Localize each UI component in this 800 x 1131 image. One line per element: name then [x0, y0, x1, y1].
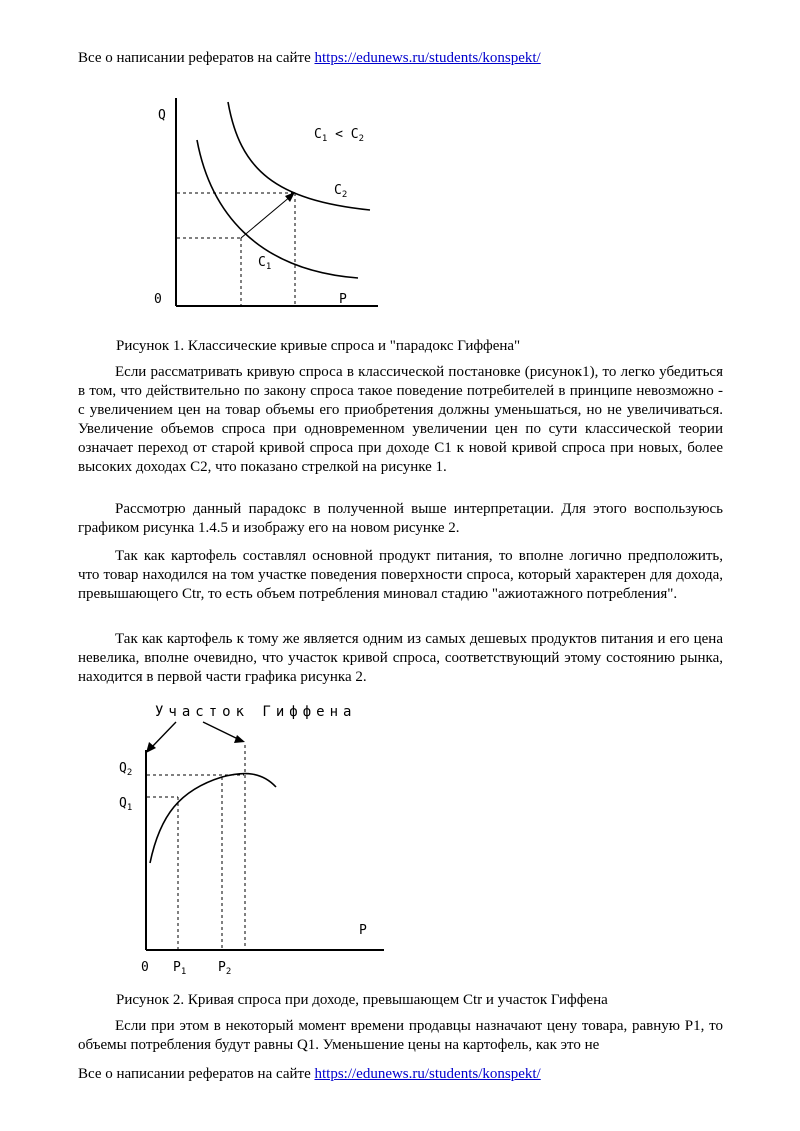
- fig1-label-p: P: [339, 292, 347, 307]
- fig1-curve-c1: [197, 140, 358, 278]
- figure-1-chart: [0, 90, 800, 320]
- fig2-label-p2: $P_2$: [218, 960, 232, 977]
- fig2-label-q1: $Q_1$: [119, 796, 133, 813]
- header-link[interactable]: https://edunews.ru/students/konspekt/: [314, 50, 541, 66]
- fig1-label-inequality: $C_1 < C_2$: [314, 127, 364, 144]
- fig2-demand-curve: [150, 774, 276, 863]
- fig1-curve-c2: [228, 102, 370, 210]
- fig1-label-c1: $C_1$: [258, 255, 272, 272]
- fig2-arrow-left-line: [150, 722, 176, 749]
- figure-1-caption: Рисунок 1. Классические кривые спроса и "парадокс Гиффена": [116, 338, 521, 354]
- fig2-label-p1: $P_1$: [173, 960, 187, 977]
- fig2-arrow-right-head: [234, 735, 245, 743]
- header-text: Все о написании рефератов на сайте: [78, 50, 315, 66]
- fig2-title: Участок Гиффена: [155, 704, 357, 720]
- fig2-label-zero: 0: [141, 960, 149, 975]
- page-footer: [78, 1065, 541, 1083]
- paragraph-1: Если рассматривать кривую спроса в классической постановке (рисунок1), то легко убедиться в том, что действительно по закону спроса такое поведение потребителей в принципе невозможно - с увеличением цен на товар объемы его приобретения должны уменьшаться, но не увеличиваться. Увеличение объемов спроса при одновременном увеличении цен по сути классической теории означает переход от старой кривой спроса при доходе С1 к новой кривой спроса при новых, более высоких доходах С2, что показано стрелкой на рисунке 1.: [78, 364, 723, 475]
- fig2-label-p: P: [359, 923, 367, 938]
- fig2-label-q2: $Q_2$: [119, 761, 133, 778]
- page-header: [78, 49, 541, 67]
- fig1-arrow-line: [241, 196, 291, 238]
- paragraph-4: Так как картофель к тому же является одним из самых дешевых продуктов питания и его цена невелика, вполне очевидно, что участок кривой спроса, соответствующий этому состоянию рынка, находится в первой части графика рисунка 2.: [78, 631, 723, 685]
- paragraph-5: Если при этом в некоторый момент времени продавцы назначают цену товара, равную Р1, то объемы потребления будут равны Q1. Уменьшение цены на картофель, как это не: [78, 1018, 723, 1053]
- figure-2-chart: [0, 695, 800, 985]
- fig1-label-c2: $C_2$: [334, 183, 348, 200]
- paragraph-3: Так как картофель составлял основной продукт питания, то вполне логично предположить, что товар находился на том участке поведения поверхности спроса, который характерен для дохода, превышающего Ctr, то есть объем потребления миновал стадию "ажиотажного потребления".: [78, 548, 723, 602]
- fig1-label-q: Q: [158, 108, 166, 123]
- fig2-arrow-right-line: [203, 722, 240, 740]
- footer-text: Все о написании рефератов на сайте: [78, 1066, 315, 1082]
- paragraph-2: Рассмотрю данный парадокс в полученной выше интерпретации. Для этого воспользуюсь графиком рисунка 1.4.5 и изображу его на новом рисунке 2.: [78, 501, 723, 536]
- figure-2-caption: Рисунок 2. Кривая спроса при доходе, превышающем Ctr и участок Гиффена: [116, 992, 608, 1008]
- fig1-label-zero: 0: [154, 292, 162, 307]
- footer-link[interactable]: https://edunews.ru/students/konspekt/: [314, 1066, 541, 1082]
